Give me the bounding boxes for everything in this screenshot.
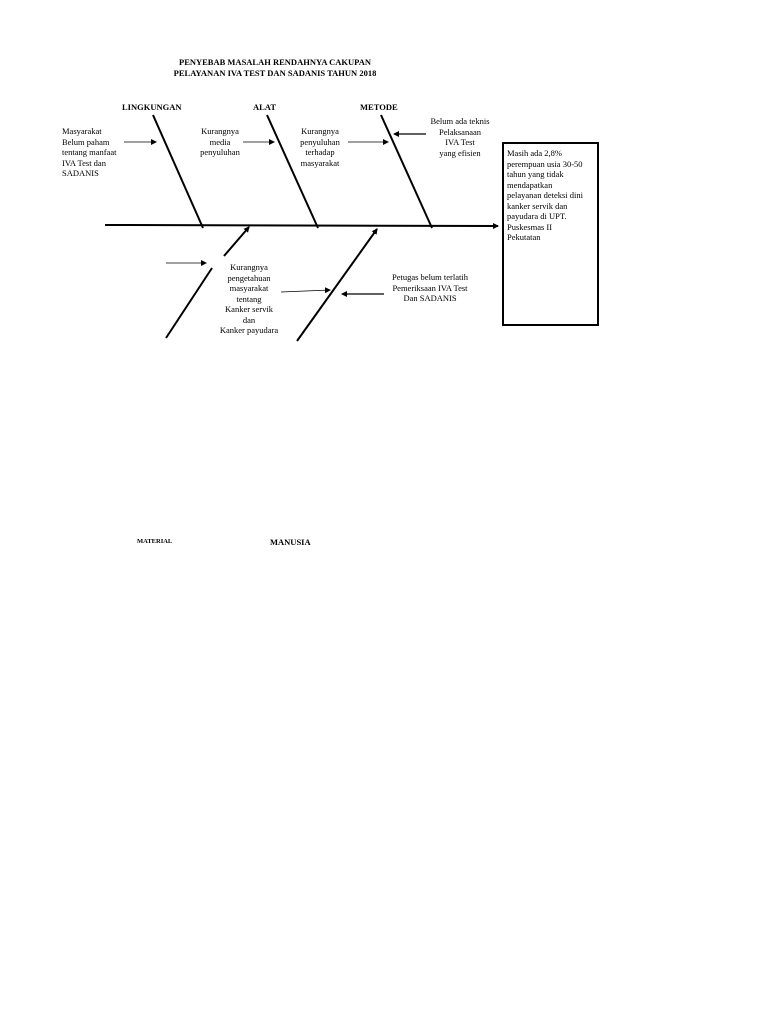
cause-metode-1: Kurangnya penyuluhan terhadap masyarakat xyxy=(300,126,340,168)
cause-metode-2: Belum ada teknis Pelaksanaan IVA Test yang efisien xyxy=(430,116,490,158)
bone-material xyxy=(166,268,212,338)
category-material: MATERIAL xyxy=(137,538,173,545)
cause-manusia: Petugas belum terlatih Pemeriksaan IVA Test Dan SADANIS xyxy=(391,272,468,303)
category-manusia: MANUSIA xyxy=(270,537,311,547)
spine-line xyxy=(105,225,498,226)
title-line-2: PELAYANAN IVA TEST DAN SADANIS TAHUN 2018 xyxy=(173,68,377,78)
title-line-1: PENYEBAB MASALAH RENDAHNYA CAKUPAN xyxy=(179,57,371,67)
category-alat: ALAT xyxy=(253,102,276,112)
effect-text: Masih ada 2,8% perempuan usia 30-50 tahun yang tidak mendapatkan pelayanan deteksi dini kanker servik dan payudara di UPT. Puskesmas II Pekutatan xyxy=(507,148,584,242)
bone-metode xyxy=(381,115,432,228)
category-lingkungan: LINGKUNGAN xyxy=(122,102,182,112)
cause-lingkungan: Masyarakat Belum paham tentang manfaat IVA Test dan SADANIS xyxy=(62,126,117,178)
bone-lingkungan xyxy=(153,115,203,228)
cause-alat: Kurangnya media penyuluhan xyxy=(200,126,240,157)
category-metode: METODE xyxy=(360,102,398,112)
bone-alat xyxy=(267,115,318,228)
bone-manusia xyxy=(297,229,377,341)
arrow-material-2 xyxy=(281,290,330,292)
cause-material: Kurangnya pengetahuan masyarakat tentang Kanker servik dan Kanker payudara xyxy=(219,262,279,335)
bone-material-upper xyxy=(224,227,249,256)
